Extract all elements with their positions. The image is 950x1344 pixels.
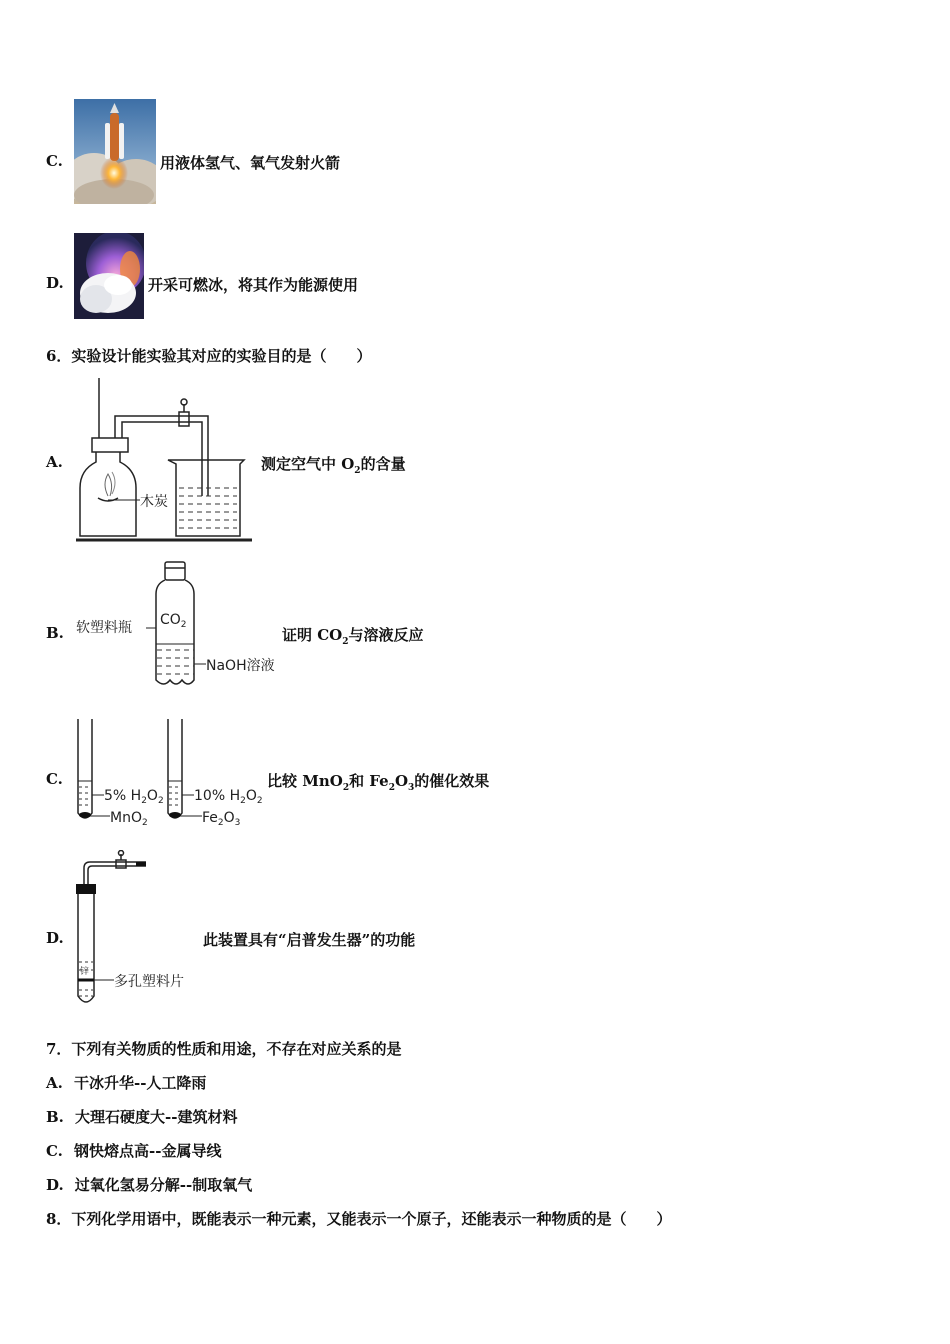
oxygen-measure-apparatus <box>74 378 259 544</box>
burning-ice-image <box>74 233 144 319</box>
h2o2-10-percent-label: 10% $H_2O_2$ <box>194 788 263 806</box>
option-b-label: B. <box>46 624 64 642</box>
h2o2-5-percent-label: 5% $H_2O_2$ <box>104 788 164 806</box>
mno2-label: MnO$_2$ <box>110 810 148 828</box>
kipp-generator-apparatus <box>74 850 214 1010</box>
option-d-label: D. <box>46 274 64 292</box>
option-c-text: 比较 MnO$_2$和 $Fe_2O_3$的催化效果 <box>267 772 490 793</box>
option-c-label: C. <box>46 152 63 170</box>
rocket-launch-image <box>74 99 156 204</box>
co2-bottle-apparatus <box>74 560 289 690</box>
q7-option-c: C. 钢快熔点高--金属导线 <box>46 1142 222 1160</box>
q7-option-a: A. 干冰升华--人工降雨 <box>46 1074 207 1092</box>
option-c-label: C. <box>46 770 63 788</box>
naoh-solution-label: NaOH溶液 <box>206 658 275 674</box>
q7-option-b: B. 大理石硬度大--建筑材料 <box>46 1108 238 1126</box>
option-a-label: A. <box>46 453 63 471</box>
catalyst-comparison-apparatus <box>74 715 269 830</box>
co2-label: $CO_2$ <box>160 612 187 630</box>
option-c-text: 用液体氢气、氧气发射火箭 <box>160 154 341 172</box>
q7-option-d: D. 过氧化氢易分解--制取氧气 <box>46 1176 253 1194</box>
option-b-text: 证明 $CO_2$与溶液反应 <box>282 626 424 647</box>
svg-text:锌: 锌 <box>80 967 90 977</box>
question-6-stem: 6．实验设计能实验其对应的实验目的是（ ） <box>46 347 372 365</box>
option-d-text: 开采可燃冰，将其作为能源使用 <box>148 276 359 294</box>
question-8-stem: 8．下列化学用语中，既能表示一种元素，又能表示一个原子，还能表示一种物质的是（ ） <box>46 1210 672 1228</box>
porous-plate-label: 多孔塑料片 <box>114 974 184 990</box>
option-a-text: 测定空气中 $O_2$的含量 <box>261 455 406 476</box>
question-7-stem: 7．下列有关物质的性质和用途，不存在对应关系的是 <box>46 1040 402 1058</box>
charcoal-label: 木炭 <box>140 494 168 510</box>
soft-bottle-label: 软塑料瓶 <box>76 620 132 636</box>
option-d-text: 此装置具有“启普发生器”的功能 <box>203 931 416 949</box>
fe2o3-label: $Fe_2O_3$ <box>202 810 241 828</box>
option-d-label: D. <box>46 929 64 947</box>
